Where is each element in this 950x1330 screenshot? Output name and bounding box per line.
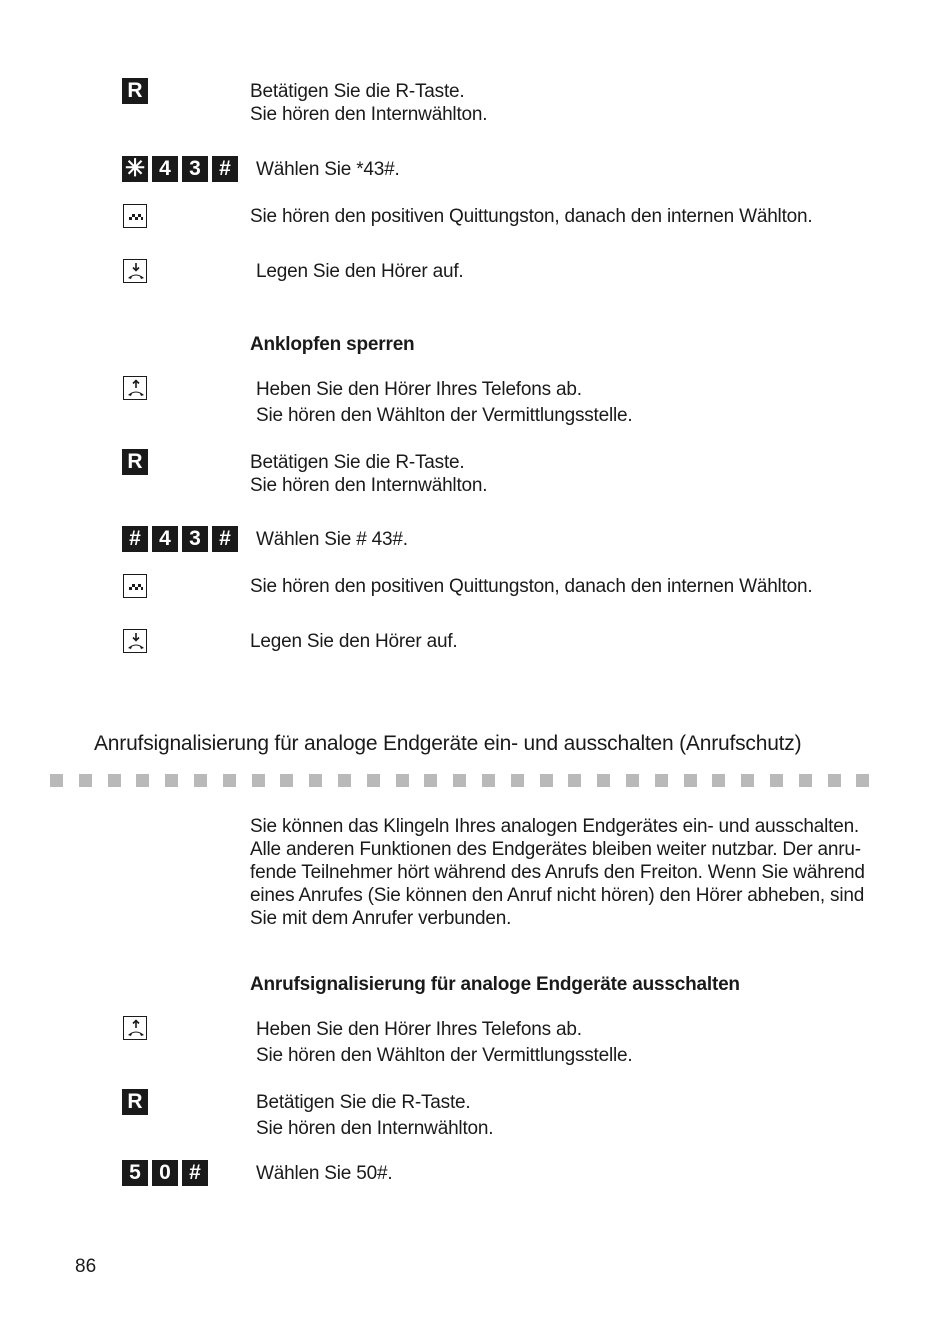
divider-square: [799, 774, 812, 787]
section-heading-anklopfen: Anklopfen sperren: [250, 334, 415, 355]
confirmation-tone-icon: [123, 574, 147, 598]
subsection-heading-ausschalten: Anrufsignalisierung für analoge Endgeräte ausschalten: [250, 974, 740, 995]
step-r-text: [250, 451, 487, 497]
divider-square: [280, 774, 293, 787]
divider-square: [511, 774, 524, 787]
divider-square: [165, 774, 178, 787]
step-r-line2: Sie hören den Internwählton.: [250, 104, 488, 125]
divider-square: [626, 774, 639, 787]
digit-key: 0: [152, 1160, 178, 1186]
star-key: ✳: [122, 156, 148, 182]
step-r-text: [250, 80, 487, 126]
digit-key: 3: [182, 156, 208, 182]
divider-square: [741, 774, 754, 787]
step-pickup-text: [256, 377, 633, 429]
divider-square: [50, 774, 63, 787]
divider-square: [597, 774, 610, 787]
step-r-line2: Sie hören den Internwählton.: [250, 475, 488, 496]
hash-key: #: [212, 526, 238, 552]
intro-line: eines Anrufes (Sie können den Anruf nicht hören) den Hörer abheben, sind: [250, 885, 865, 906]
section-title-anrufschutz: Anrufsignalisierung für analoge Endgeräte ein- und ausschalten (Anrufschutz): [94, 732, 802, 755]
r-key: R: [122, 1089, 148, 1115]
hash-key: #: [182, 1160, 208, 1186]
divider-square: [568, 774, 581, 787]
divider-square: [194, 774, 207, 787]
intro-line: fende Teilnehmer hört während des Anrufs den Freiton. Wenn Sie während: [250, 862, 865, 883]
intro-line: Alle anderen Funktionen des Endgerätes bleiben weiter nutzbar. Der anru-: [250, 839, 861, 860]
r-key: R: [122, 78, 148, 104]
section-intro-paragraph: [250, 815, 865, 930]
step-hangup-text: Legen Sie den Hörer auf.: [256, 261, 464, 282]
handset-down-icon: [123, 629, 147, 653]
confirmation-tone-icon: [123, 204, 147, 228]
divider-square: [252, 774, 265, 787]
r-key: R: [122, 449, 148, 475]
divider-square: [309, 774, 322, 787]
step-dial-text: Wählen Sie # 43#.: [256, 529, 408, 550]
step-dial-text: Wählen Sie 50#.: [256, 1163, 393, 1184]
step-pickup-text: [256, 1017, 633, 1069]
divider-square: [108, 774, 121, 787]
digit-key: 3: [182, 526, 208, 552]
divider-square: [540, 774, 553, 787]
step-confirm-text: Sie hören den positiven Quittungston, danach den internen Wählton.: [250, 206, 813, 227]
digit-key: 5: [122, 1160, 148, 1186]
divider-square: [453, 774, 466, 787]
divider-square: [712, 774, 725, 787]
step-pickup-line2: Sie hören den Wählton der Vermittlungsstelle.: [256, 1045, 633, 1066]
divider-square: [684, 774, 697, 787]
step-pickup-line2: Sie hören den Wählton der Vermittlungsstelle.: [256, 405, 633, 426]
divider-square: [223, 774, 236, 787]
step-dial-text: Wählen Sie *43#.: [256, 159, 400, 180]
hash-key: #: [122, 526, 148, 552]
divider-square: [482, 774, 495, 787]
divider-square: [79, 774, 92, 787]
digit-key: 4: [152, 156, 178, 182]
divider-square: [424, 774, 437, 787]
hash-key: #: [212, 156, 238, 182]
step-pickup-line1: Heben Sie den Hörer Ihres Telefons ab.: [256, 379, 582, 400]
divider-square: [828, 774, 841, 787]
step-confirm-text: Sie hören den positiven Quittungston, danach den internen Wählton.: [250, 576, 813, 597]
step-r-text: [256, 1090, 493, 1142]
step-hangup-text: Legen Sie den Hörer auf.: [250, 631, 458, 652]
divider-square: [655, 774, 668, 787]
step-r-line2: Sie hören den Internwählton.: [256, 1118, 494, 1139]
step-r-line1: Betätigen Sie die R-Taste.: [250, 452, 465, 473]
handset-lift-icon: [123, 376, 147, 400]
intro-line: Sie können das Klingeln Ihres analogen Endgerätes ein- und ausschalten.: [250, 816, 860, 837]
section-divider: [50, 774, 880, 788]
intro-line: Sie mit dem Anrufer verbunden.: [250, 908, 512, 929]
divider-square: [396, 774, 409, 787]
divider-square: [136, 774, 149, 787]
step-r-line1: Betätigen Sie die R-Taste.: [250, 81, 465, 102]
digit-key: 4: [152, 526, 178, 552]
handset-down-icon: [123, 259, 147, 283]
divider-square: [770, 774, 783, 787]
handset-lift-icon: [123, 1016, 147, 1040]
divider-square: [338, 774, 351, 787]
step-pickup-line1: Heben Sie den Hörer Ihres Telefons ab.: [256, 1019, 582, 1040]
divider-square: [367, 774, 380, 787]
divider-square: [856, 774, 869, 787]
page-number: 86: [75, 1256, 97, 1277]
step-r-line1: Betätigen Sie die R-Taste.: [256, 1092, 471, 1113]
